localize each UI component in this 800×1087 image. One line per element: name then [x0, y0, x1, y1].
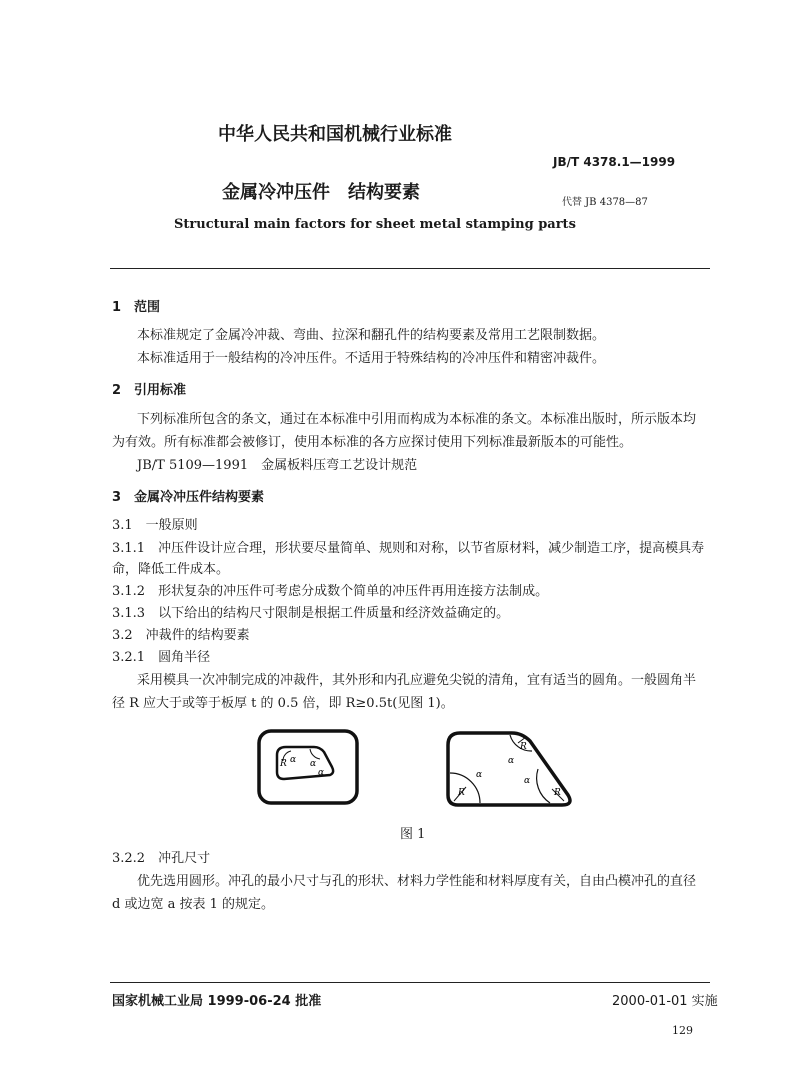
section-2-paragraph-line-2: 为有效。所有标准都会被修订，使用本标准的各方应探讨使用下列标准最新版本的可能性。 [112, 435, 633, 450]
clause-3-1-2: 3.1.2 形状复杂的冲压件可考虑分成数个简单的冲压件再用连接方法制成。 [112, 584, 549, 599]
figure-1-caption: 图 1 [400, 827, 426, 842]
section-2-paragraph-line-1: 下列标准所包含的条文，通过在本标准中引用而构成为本标准的条文。本标准出版时，所示版本均 [137, 412, 697, 427]
page-number: 129 [672, 1024, 693, 1037]
standard-number: JB/T 4378.1—1999 [553, 155, 676, 169]
left-label-alpha-1: α [290, 755, 297, 765]
left-label-alpha-2: α [310, 759, 317, 769]
left-radius-arc-2 [310, 749, 320, 759]
clause-3-1-3: 3.1.3 以下给出的结构尺寸限制是根据工件质量和经济效益确定的。 [112, 606, 510, 621]
right-part-outline [448, 733, 570, 805]
clause-3-2-2: 3.2.2 冲孔尺寸 [112, 851, 211, 866]
right-label-alpha-2: α [476, 770, 483, 780]
clause-3-1-1-line-1: 3.1.1 冲压件设计应合理，形状要尽量简单、规则和对称，以节省原材料，减少制造工序，提高模具寿 [112, 541, 705, 556]
right-radius-arc-right [537, 769, 550, 803]
section-2-heading: 2 引用标准 [112, 383, 187, 398]
implementation-date: 2000-01-01 实施 [612, 994, 718, 1009]
left-label-r: R [280, 759, 287, 769]
section-1-heading: 1 范围 [112, 300, 161, 315]
figure-1 [250, 725, 590, 825]
section-3-heading: 3 金属冷冲压件结构要素 [112, 490, 265, 505]
replaces-note: 代替 JB 4378—87 [562, 197, 648, 208]
clause-3-2-2-paragraph-line-2: d 或边宽 a 按表 1 的规定。 [112, 897, 275, 912]
left-label-alpha-3: α [318, 768, 325, 778]
clause-3-1: 3.1 一般原则 [112, 518, 198, 533]
clause-3-2-2-paragraph-line-1: 优先选用圆形。冲孔的最小尺寸与孔的形状、材料力学性能和材料厚度有关，自由凸模冲孔的直径 [137, 874, 697, 889]
clause-3-2-1-paragraph-line-2: 径 R 应大于或等于板厚 t 的 0.5 倍，即 R≥0.5t(见图 1)。 [112, 696, 454, 711]
org-title: 中华人民共和国机械行业标准 [218, 124, 452, 145]
footer-rule [110, 982, 710, 983]
right-label-alpha-3: α [524, 776, 531, 786]
clause-3-1-1-line-2: 命，降低工件成本。 [112, 562, 230, 577]
section-1-paragraph-2: 本标准适用于一般结构的冷冲压件。不适用于特殊结构的冷冲压件和精密冲裁件。 [137, 351, 606, 366]
section-1-paragraph-1: 本标准规定了金属冷冲裁、弯曲、拉深和翻孔件的结构要素及常用工艺限制数据。 [137, 328, 606, 343]
right-label-r-right: R [554, 788, 561, 798]
clause-3-2: 3.2 冲裁件的结构要素 [112, 628, 250, 643]
section-2-reference: JB/T 5109—1991 金属板料压弯工艺设计规范 [137, 458, 418, 473]
left-outer-plate [259, 731, 357, 803]
right-label-r-left: R [458, 788, 465, 798]
approval-note: 国家机械工业局 1999-06-24 批准 [112, 994, 322, 1009]
header-rule [110, 268, 710, 269]
document-title-cn: 金属冷冲压件 结构要素 [222, 182, 420, 203]
right-label-alpha-1: α [508, 756, 515, 766]
clause-3-2-1: 3.2.1 圆角半径 [112, 650, 211, 665]
right-label-r-top: R [520, 742, 527, 752]
document-title-en: Structural main factors for sheet metal stamping parts [174, 217, 576, 232]
clause-3-2-1-paragraph-line-1: 采用模具一次冲制完成的冲裁件，其外形和内孔应避免尖锐的清角，宜有适当的圆角。一般圆角半 [137, 673, 697, 688]
